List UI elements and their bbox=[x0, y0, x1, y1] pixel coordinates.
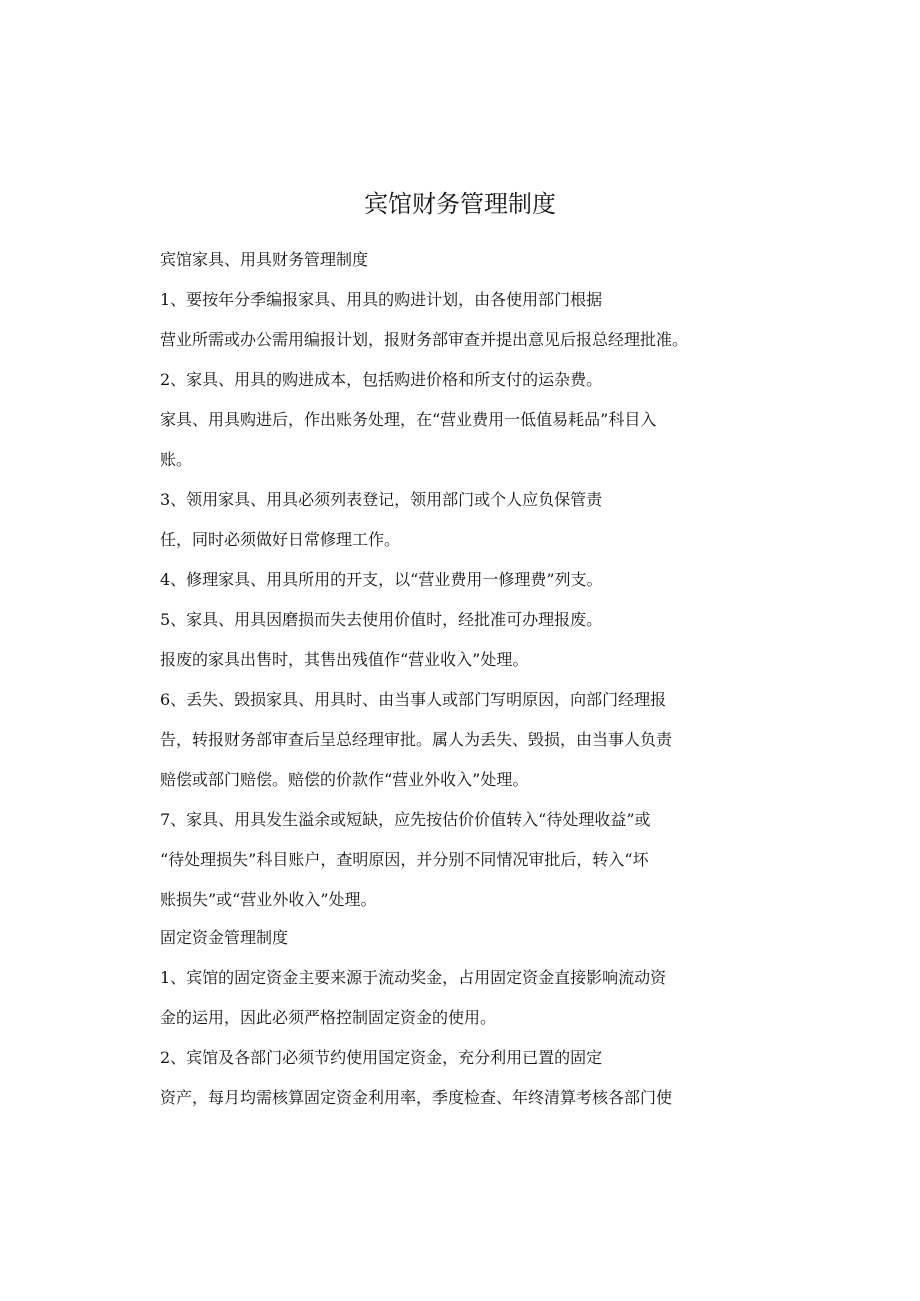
paragraph-line: 账损失”或“营业外收入”处理。 bbox=[160, 890, 377, 909]
paragraph-line: 5、家具、用具因磨损而失去使用价值时，经批准可办理报废。 bbox=[160, 610, 603, 629]
paragraph-line: 任，同时必须做好日常修理工作。 bbox=[160, 530, 401, 549]
paragraph-line: 1、宾馆的固定资金主要来源于流动奖金，占用固定资金直接影响流动资 bbox=[160, 968, 667, 987]
paragraph-line: 资产，每月均需核算固定资金利用率，季度检查、年终清算考核各部门使 bbox=[160, 1088, 673, 1107]
paragraph-line: 告，转报财务部审查后呈总经理审批。属人为丢失、毁损，由当事人负责 bbox=[160, 730, 673, 749]
paragraph-line: 赔偿或部门赔偿。赔偿的价款作“营业外收入”处理。 bbox=[160, 770, 529, 789]
document-title: 宾馆财务管理制度 bbox=[364, 190, 556, 218]
paragraph-line: 营业所需或办公需用编报计划，报财务部审查并提出意见后报总经理批准。 bbox=[160, 330, 689, 349]
section-heading: 宾馆家具、用具财务管理制度 bbox=[160, 250, 369, 269]
paragraph-line: 1、要按年分季编报家具、用具的购进计划，由各使用部门根据 bbox=[160, 290, 603, 309]
paragraph-line: 4、修理家具、用具所用的开支，以“营业费用一修理费”列支。 bbox=[160, 570, 603, 589]
paragraph-line: 7、家具、用具发生溢余或短缺，应先按估价价值转入“待处理收益”或 bbox=[160, 810, 651, 829]
paragraph-line: 家具、用具购进后，作出账务处理，在“营业费用一低值易耗品”科目入 bbox=[160, 410, 657, 429]
paragraph-line: 2、宾馆及各部门必须节约使用国定资金，充分利用已置的固定 bbox=[160, 1048, 603, 1067]
paragraph-line: 账。 bbox=[160, 450, 193, 469]
paragraph-line: 6、丢失、毁损家具、用具时、由当事人或部门写明原因，向部门经理报 bbox=[160, 690, 667, 709]
section-heading: 固定资金管理制度 bbox=[160, 928, 289, 947]
paragraph-line: 2、家具、用具的购进成本，包括购进价格和所支付的运杂费。 bbox=[160, 370, 603, 389]
paragraph-line: 3、领用家具、用具必须列表登记，领用部门或个人应负保管责 bbox=[160, 490, 603, 509]
paragraph-line: 报废的家具出售时，其售出残值作“营业收入”处理。 bbox=[160, 650, 529, 669]
paragraph-line: “待处理损失”科目账户，查明原因，并分别不同情况审批后，转入“坏 bbox=[160, 850, 649, 869]
paragraph-line: 金的运用，因此必须严格控制固定资金的使用。 bbox=[160, 1008, 497, 1027]
